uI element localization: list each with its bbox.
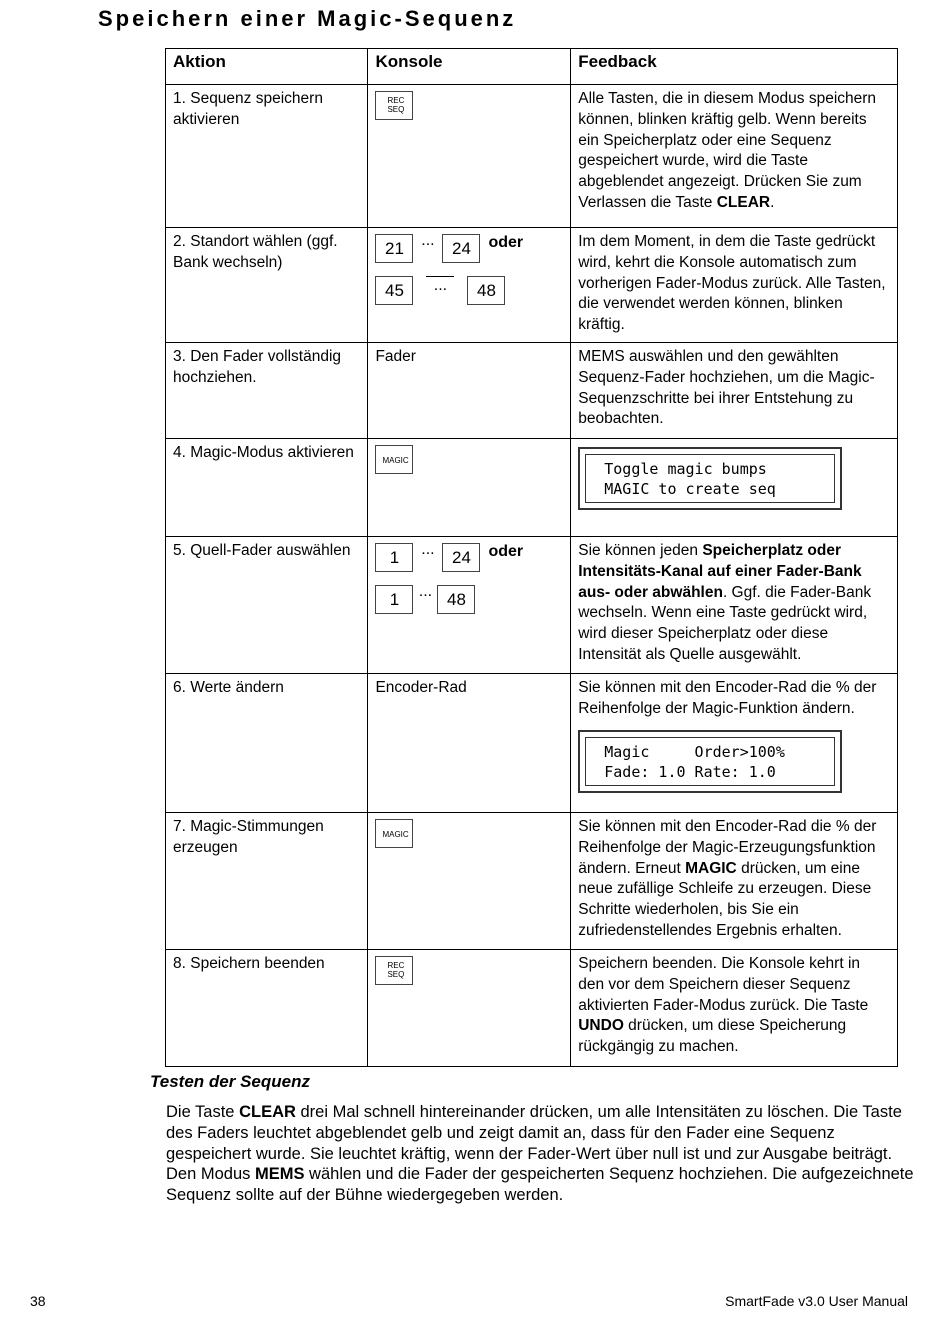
feedback-text: . Ggf. die Fader-Bank wechseln. Wenn eine Taste gedrückt wird, wird dieser Speicherplatz oder diese Intensität als Quelle ausgewählt. — [578, 583, 872, 663]
row-aktion: 1. Sequenz speichern aktivieren — [166, 85, 368, 228]
procedure-table — [165, 48, 898, 1067]
range-dots: ... — [426, 276, 454, 293]
paragraph-text: drei Mal schnell hintereinander drücken, um alle Intensitäten zu löschen. Die Taste des Faders leuchtet abgeblendet gelb und zeigt damit an, dass für den Fader eine Sequenz gespeichert wurde. Sie leuchtet kräftig, wenn der Fader-Wert über null ist und zur Ausgabe beiträgt. Den Modus — [166, 1103, 902, 1184]
feedback-text: Sie können mit den Encoder-Rad die % der Reihenfolge der Magic-Erzeugungsfunktion ändern. Erneut — [578, 817, 877, 877]
fader-key: 45 — [375, 276, 413, 305]
body-paragraph — [166, 1102, 916, 1206]
row-konsole — [368, 438, 571, 536]
table-row — [166, 228, 898, 343]
header-aktion: Aktion — [166, 49, 368, 85]
fader-key: 48 — [467, 276, 505, 305]
page-title: Speichern einer Magic-Sequenz — [98, 6, 517, 31]
feedback-text: Speichern beenden. Die Konsole kehrt in den vor dem Speichern dieser Sequenz aktivierten Fader-Modus zurück. Die Taste — [578, 954, 869, 1014]
table-row — [166, 673, 898, 812]
row-feedback — [571, 85, 898, 228]
row-konsole — [368, 536, 571, 673]
row-feedback — [571, 438, 898, 536]
paragraph-bold: CLEAR — [239, 1103, 296, 1121]
table-row — [166, 949, 898, 1066]
row-aktion: 4. Magic-Modus aktivieren — [166, 438, 368, 536]
feedback-text: drücken, um diese Speicherung rückgängig zu machen. — [578, 1017, 847, 1056]
fader-key: 24 — [442, 234, 480, 263]
feedback-text: Sie können mit den Encoder-Rad die % der Reihenfolge der Magic-Funktion ändern. — [578, 678, 877, 717]
feedback-text: Sie können jeden — [578, 541, 703, 559]
row-aktion: 8. Speichern beenden — [166, 949, 368, 1066]
feedback-bold: MAGIC — [685, 859, 737, 877]
row-konsole — [368, 812, 571, 949]
paragraph-text: Die Taste — [166, 1103, 240, 1121]
table-row — [166, 438, 898, 536]
row-aktion: 5. Quell-Fader auswählen — [166, 536, 368, 673]
manual-title: SmartFade v3.0 User Manual — [725, 1293, 908, 1309]
table-header-row — [166, 49, 898, 85]
fader-key: 1 — [375, 543, 413, 572]
key-label-bottom: SEQ — [387, 105, 405, 114]
fader-key: 48 — [437, 585, 475, 614]
oder-label: oder — [488, 542, 524, 560]
feedback-text: Alle Tasten, die in diesem Modus speichern können, blinken kräftig gelb. Wenn bereits ein Speicherplatz oder eine Sequenz gespeichert wurde, wird die Taste abgeblendet angezeigt. Drücken Sie zum Verlassen die Taste — [578, 90, 877, 211]
magic-key: MAGIC — [375, 819, 413, 848]
page-number: 38 — [30, 1293, 46, 1309]
paragraph-text: wählen und die Fader der gespeicherten Sequenz hochziehen. Die aufgezeichnete Sequenz sollte auf der Bühne wiedergegeben werden. — [166, 1165, 914, 1205]
header-konsole: Konsole — [368, 49, 571, 85]
table-row — [166, 536, 898, 673]
row-aktion: 6. Werte ändern — [166, 673, 368, 812]
row-konsole — [368, 85, 571, 228]
row-konsole: Fader — [368, 342, 571, 438]
range-dots: ... — [418, 582, 433, 600]
header-feedback: Feedback — [571, 49, 898, 85]
feedback-bold: CLEAR — [716, 193, 771, 211]
range-dots: ... — [421, 540, 435, 558]
table-row — [166, 342, 898, 438]
feedback-text: drücken, um eine neue zufällige Schleife zu erzeugen. Diese Schritte wiederholen, bis Sie ein zufriedenstellendes Ergebnis erhalten. — [578, 859, 872, 939]
row-konsole — [368, 949, 571, 1066]
row-aktion: 3. Den Fader vollständig hochziehen. — [166, 342, 368, 438]
lcd-line: Fade: 1.0 Rate: 1.0 — [604, 762, 776, 781]
row-aktion: 2. Standort wählen (ggf. Bank wechseln) — [166, 228, 368, 343]
key-label-top: REC — [387, 960, 405, 970]
lcd-display — [578, 447, 842, 510]
feedback-bold: UNDO — [578, 1017, 624, 1035]
fader-key: 1 — [375, 585, 413, 614]
feedback-bold: Speicherplatz oder Intensitäts-Kanal auf einer Fader-Bank aus- oder abwählen — [578, 541, 862, 601]
lcd-display — [578, 730, 842, 793]
row-feedback — [571, 949, 898, 1066]
oder-label: oder — [488, 234, 524, 251]
lcd-line: MAGIC to create seq — [604, 479, 776, 498]
table-row — [166, 812, 898, 949]
rec-seq-key — [375, 91, 413, 120]
lcd-line: Magic Order>100% — [604, 742, 785, 761]
rec-seq-key — [375, 956, 413, 985]
row-feedback: Im dem Moment, in dem die Taste gedrückt wird, kehrt die Konsole automatisch zum vorherigen Fader-Modus zurück. Alle Tasten, die verwendet werden können, blinken kräftig. — [571, 228, 898, 343]
row-konsole — [368, 228, 571, 343]
row-feedback — [571, 812, 898, 949]
row-feedback — [571, 673, 898, 812]
magic-key: MAGIC — [375, 445, 413, 474]
range-dots: ... — [421, 232, 435, 249]
fader-key: 21 — [375, 234, 413, 263]
row-konsole: Encoder-Rad — [368, 673, 571, 812]
row-aktion: 7. Magic-Stimmungen erzeugen — [166, 812, 368, 949]
key-label-top: REC — [387, 96, 405, 105]
row-feedback — [571, 536, 898, 673]
fader-key: 24 — [442, 543, 480, 572]
table-row — [166, 85, 898, 228]
paragraph-bold: MEMS — [254, 1165, 305, 1184]
lcd-line: Toggle magic bumps — [604, 459, 767, 478]
row-feedback: MEMS auswählen und den gewählten Sequenz-Fader hochziehen, um die Magic-Sequenzschritte bei ihrer Entstehung zu beobachten. — [571, 342, 898, 438]
key-label-bottom: SEQ — [387, 969, 405, 979]
feedback-text: . — [770, 193, 775, 211]
section-subheading: Testen der Sequenz — [150, 1072, 310, 1091]
